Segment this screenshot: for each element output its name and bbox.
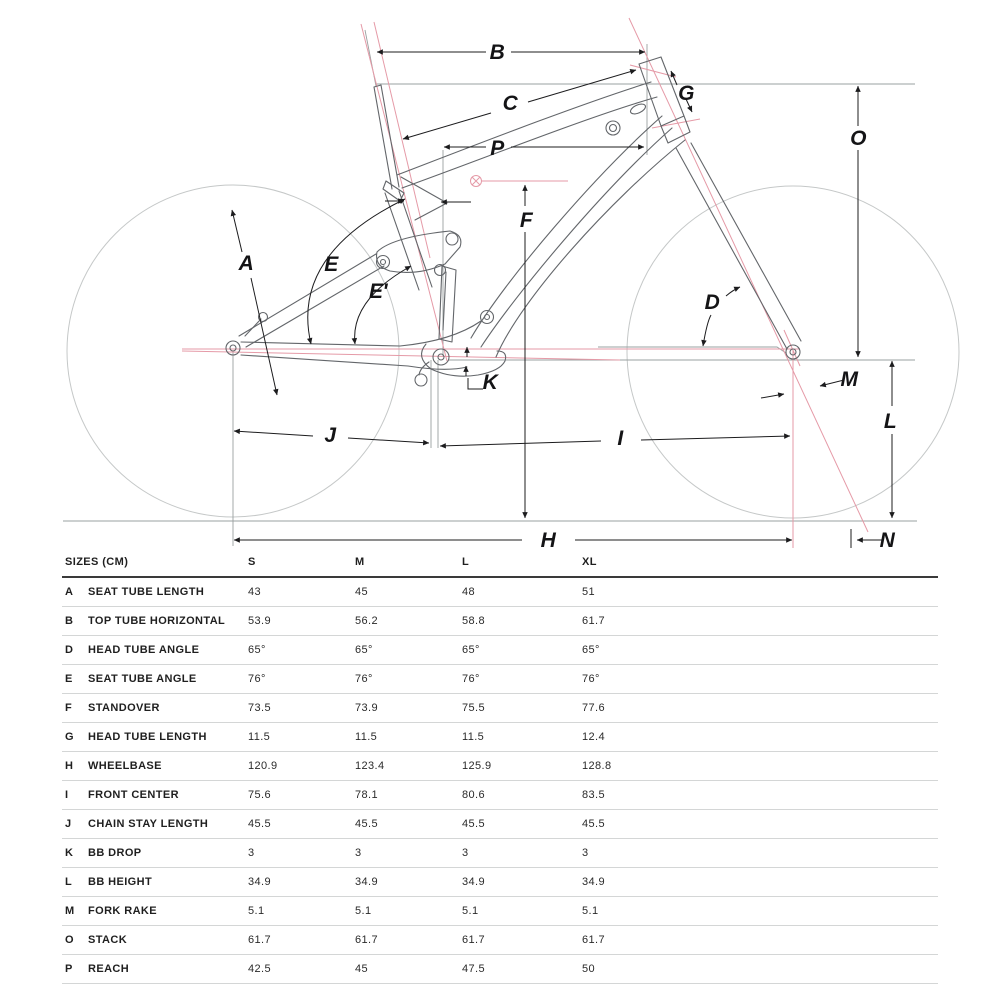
row-value-s: 42.5 (248, 963, 272, 975)
table-body (62, 578, 938, 984)
table-row (62, 694, 938, 723)
dim-label-G: G (678, 82, 694, 105)
reference-lines (63, 30, 917, 546)
dim-label-D: D (704, 291, 720, 314)
dim-K (466, 347, 483, 389)
row-value-m: 61.7 (355, 934, 379, 946)
seat-stay (239, 254, 384, 347)
table-row (62, 839, 938, 868)
row-value-xl: 5.1 (582, 905, 599, 917)
table-row (62, 578, 938, 607)
row-value-m: 56.2 (355, 615, 379, 627)
row-value-l: 3 (462, 847, 469, 859)
dim-label-H: H (540, 529, 556, 548)
bottom-bracket (433, 349, 449, 365)
dim-label-E-prime: E' (368, 280, 388, 303)
row-value-m: 11.5 (355, 731, 378, 743)
row-value-xl: 77.6 (582, 702, 606, 714)
row-value-l: 58.8 (462, 615, 486, 627)
row-value-xl: 12.4 (582, 731, 606, 743)
dim-seat-offset (385, 201, 471, 202)
table-row (62, 955, 938, 984)
row-value-l: 80.6 (462, 789, 486, 801)
row-value-s: 73.5 (248, 702, 272, 714)
row-value-s: 5.1 (248, 905, 265, 917)
dim-N (851, 529, 882, 548)
dim-label-J: J (324, 424, 336, 447)
row-value-l: 76° (462, 673, 480, 685)
row-value-m: 73.9 (355, 702, 379, 714)
row-value-xl: 50 (582, 963, 596, 975)
row-value-m: 123.4 (355, 760, 385, 772)
row-letter: P (65, 963, 73, 975)
row-value-m: 45 (355, 586, 369, 598)
row-value-xl: 34.9 (582, 876, 606, 888)
table-row (62, 781, 938, 810)
row-value-l: 47.5 (462, 963, 486, 975)
table-row (62, 752, 938, 781)
dim-label-N: N (879, 529, 895, 548)
row-value-m: 34.9 (355, 876, 379, 888)
row-value-s: 120.9 (248, 760, 278, 772)
dim-I (440, 436, 790, 446)
dim-label-F: F (519, 209, 533, 232)
row-letter: G (65, 731, 74, 743)
row-letter: M (65, 905, 75, 917)
row-value-s: 75.6 (248, 789, 272, 801)
row-value-xl: 128.8 (582, 760, 612, 772)
dim-M (761, 380, 844, 398)
seat-post-axis-line (374, 22, 430, 258)
dim-label-K: K (482, 371, 498, 394)
row-value-xl: 83.5 (582, 789, 606, 801)
row-value-s: 65° (248, 644, 266, 656)
row-value-m: 3 (355, 847, 362, 859)
row-value-s: 45.5 (248, 818, 272, 830)
row-value-xl: 51 (582, 586, 596, 598)
col-header-m: M (355, 555, 365, 568)
dim-label-B: B (489, 41, 505, 64)
row-value-s: 53.9 (248, 615, 272, 627)
row-value-m: 76° (355, 673, 373, 685)
row-value-s: 3 (248, 847, 255, 859)
row-letter: H (65, 760, 74, 772)
seat-post (374, 85, 399, 189)
table-row (62, 868, 938, 897)
row-letter: J (65, 818, 72, 830)
row-measure-name: CHAIN STAY LENGTH (88, 818, 209, 830)
row-measure-name: FORK RAKE (88, 905, 157, 917)
row-value-l: 125.9 (462, 760, 492, 772)
row-value-m: 5.1 (355, 905, 372, 917)
row-value-l: 65° (462, 644, 480, 656)
fork (676, 143, 801, 349)
row-letter: F (65, 702, 73, 714)
row-value-xl: 61.7 (582, 934, 606, 946)
dim-label-C: C (502, 92, 518, 115)
dim-label-L: L (883, 410, 897, 433)
top-tube (397, 82, 657, 188)
col-header-xl: XL (582, 555, 597, 568)
row-value-xl: 45.5 (582, 818, 606, 830)
dim-label-I: I (617, 427, 623, 450)
row-value-l: 5.1 (462, 905, 479, 917)
row-letter: O (65, 934, 74, 946)
row-value-xl: 76° (582, 673, 600, 685)
row-measure-name: BB DROP (88, 847, 142, 859)
row-value-xl: 61.7 (582, 615, 606, 627)
row-letter: I (65, 789, 69, 801)
row-measure-name: SEAT TUBE LENGTH (88, 586, 205, 598)
dim-label-P: P (490, 137, 504, 160)
dim-label-O: O (850, 127, 866, 150)
steering-axis-line (629, 18, 868, 532)
col-header-l: L (462, 555, 470, 568)
table-row (62, 926, 938, 955)
row-measure-name: HEAD TUBE LENGTH (88, 731, 207, 743)
row-value-s: 11.5 (248, 731, 271, 743)
dim-label-A: A (238, 252, 254, 275)
row-value-l: 48 (462, 586, 476, 598)
row-letter: D (65, 644, 74, 656)
row-value-l: 75.5 (462, 702, 486, 714)
row-value-m: 45 (355, 963, 369, 975)
frame-emblem (606, 121, 620, 135)
row-measure-name: FRONT CENTER (88, 789, 179, 801)
row-measure-name: HEAD TUBE ANGLE (88, 644, 200, 656)
row-measure-name: BB HEIGHT (88, 876, 153, 888)
dim-label-M: M (840, 368, 858, 391)
row-value-s: 61.7 (248, 934, 272, 946)
row-measure-name: TOP TUBE HORIZONTAL (88, 615, 226, 627)
row-value-l: 34.9 (462, 876, 486, 888)
frame-badge (629, 102, 647, 116)
row-value-m: 45.5 (355, 818, 379, 830)
row-measure-name: STACK (88, 934, 128, 946)
row-value-s: 76° (248, 673, 266, 685)
seat-gusset (401, 177, 447, 220)
row-value-m: 78.1 (355, 789, 379, 801)
row-value-l: 45.5 (462, 818, 486, 830)
row-measure-name: SEAT TUBE ANGLE (88, 673, 197, 685)
dim-A (232, 210, 277, 395)
row-letter: E (65, 673, 73, 685)
table-row (62, 607, 938, 636)
table-row (62, 810, 938, 839)
table-title: SIZES (CM) (65, 555, 129, 568)
row-value-xl: 3 (582, 847, 589, 859)
col-header-s: S (248, 555, 256, 568)
table-row (62, 636, 938, 665)
table-header-row (62, 547, 938, 578)
row-letter: A (65, 586, 74, 598)
row-measure-name: STANDOVER (88, 702, 160, 714)
table-row (62, 665, 938, 694)
row-value-s: 34.9 (248, 876, 272, 888)
row-value-l: 11.5 (462, 731, 485, 743)
table-row (62, 723, 938, 752)
geometry-table (62, 547, 938, 984)
row-measure-name: WHEELBASE (88, 760, 162, 772)
row-value-xl: 65° (582, 644, 600, 656)
row-letter: K (65, 847, 74, 859)
rear-shock (439, 266, 456, 342)
row-value-m: 65° (355, 644, 373, 656)
dim-label-E: E (324, 253, 338, 276)
table-row (62, 897, 938, 926)
row-letter: L (65, 876, 73, 888)
row-letter: B (65, 615, 74, 627)
row-measure-name: REACH (88, 963, 130, 975)
row-value-s: 43 (248, 586, 262, 598)
row-value-l: 61.7 (462, 934, 486, 946)
